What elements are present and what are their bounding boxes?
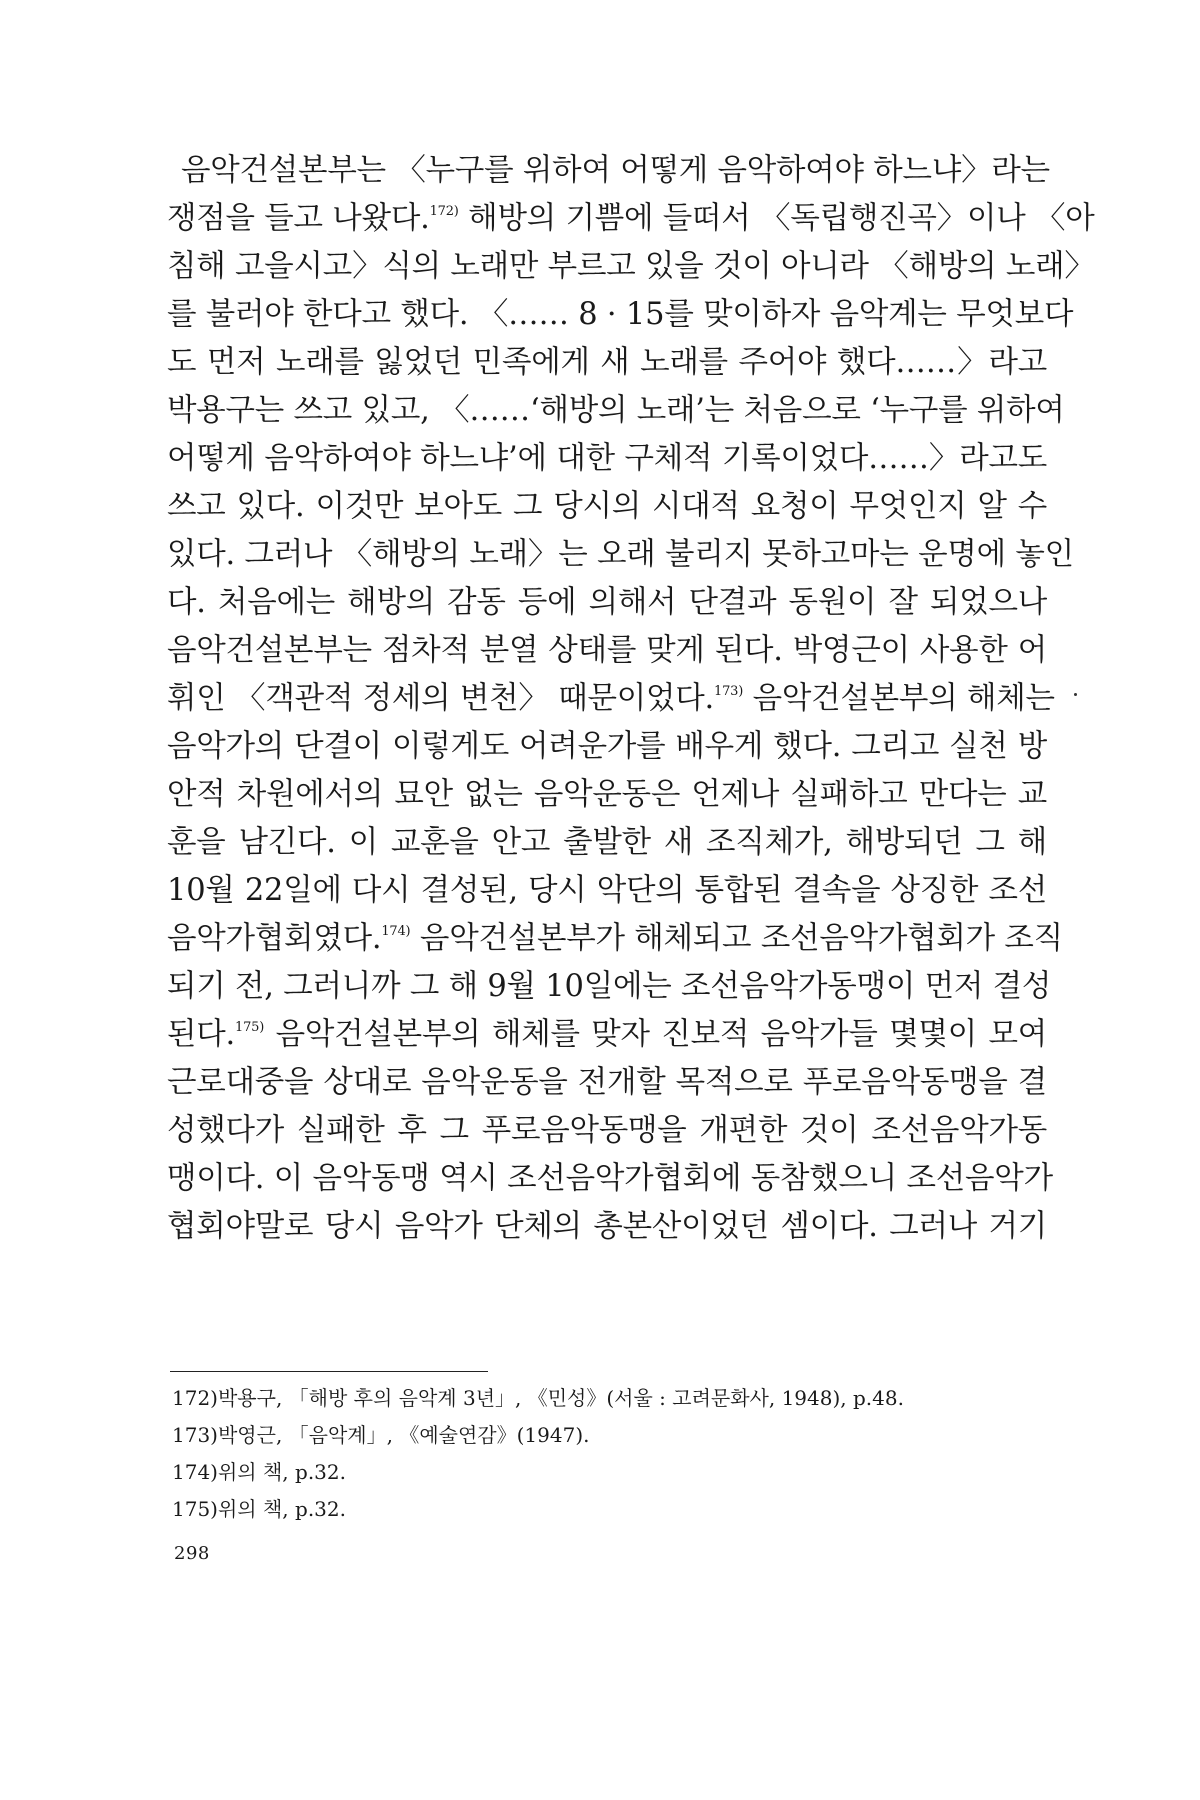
footnote-text: 박영근, 「음악계」, 《예술연감》(1947). [217, 1423, 590, 1447]
text-line: 안적 차원에서의 묘안 없는 음악운동은 언제나 실패하고 만다는 교 [167, 777, 1047, 812]
footnote-173 [172, 1417, 1032, 1454]
text-segment: 음악가협회였다. [167, 921, 382, 956]
text-line [167, 195, 1095, 243]
footnote-divider [170, 1371, 488, 1372]
page-number: 298 [174, 1543, 210, 1564]
footnote-172 [172, 1380, 1032, 1417]
text-line: 다. 처음에는 해방의 감동 등에 의해서 단결과 동원이 잘 되었으나 [167, 585, 1047, 620]
text-line: 음악건설본부는 〈누구를 위하여 어떻게 음악하여야 하느냐〉라는 [181, 153, 1050, 188]
text-line: 있다. 그러나 〈해방의 노래〉는 오래 불리지 못하고마는 운명에 놓인 [167, 537, 1074, 572]
text-line: 쓰고 있다. 이것만 보아도 그 당시의 시대적 요청이 무엇인지 알 수 [167, 489, 1047, 524]
text-segment: 된다. [167, 1017, 236, 1052]
text-line: 어떻게 음악하여야 하느냐’에 대한 구체적 기록이었다……〉라고도 [167, 441, 1047, 476]
footnote-number: 173) [172, 1423, 218, 1447]
text-segment: 쟁점을 들고 나왔다. [167, 201, 430, 236]
text-line: 박용구는 쓰고 있고, 〈……‘해방의 노래’는 처음으로 ‘누구를 위하여 [167, 393, 1065, 428]
footnote-ref-173: 173) [714, 684, 744, 699]
body-paragraph [167, 147, 1095, 1251]
footnote-number: 174) [172, 1460, 218, 1484]
text-segment: 음악건설본부의 해체를 맞자 진보적 음악가들 몇몇이 모여 [264, 1017, 1047, 1052]
text-segment: 음악건설본부가 해체되고 조선음악가협회가 조직 [410, 921, 1063, 956]
footnote-text: 박용구, 「해방 후의 음악계 3년」, 《민성》(서울 : 고려문화사, 1948), p.48. [217, 1386, 904, 1410]
stray-dot-mark [1074, 693, 1077, 696]
text-segment: 음악건설본부의 해체는 [743, 681, 1055, 716]
text-line: 맹이다. 이 음악동맹 역시 조선음악가협회에 동참했으니 조선음악가 [167, 1161, 1053, 1196]
footnotes-section [172, 1380, 1032, 1528]
text-line [167, 915, 1063, 963]
text-line: 성했다가 실패한 후 그 푸로음악동맹을 개편한 것이 조선음악가동 [167, 1113, 1047, 1148]
text-line: 협회야말로 당시 음악가 단체의 총본산이었던 셈이다. 그러나 거기 [167, 1209, 1047, 1244]
text-line: 도 먼저 노래를 잃었던 민족에게 새 노래를 주어야 했다……〉라고 [167, 345, 1047, 380]
footnote-text: 위의 책, p.32. [217, 1460, 346, 1484]
footnote-number: 175) [172, 1497, 218, 1521]
text-line: 침해 고을시고〉식의 노래만 부르고 있을 것이 아니라 〈해방의 노래〉 [167, 249, 1095, 284]
text-line: 10월 22일에 다시 결성된, 당시 악단의 통합된 결속을 상징한 조선 [167, 873, 1047, 908]
text-line: 근로대중을 상대로 음악운동을 전개할 목적으로 푸로음악동맹을 결 [167, 1065, 1047, 1100]
footnote-ref-172: 172) [429, 204, 459, 219]
text-line [167, 675, 1055, 723]
text-line: 훈을 남긴다. 이 교훈을 안고 출발한 새 조직체가, 해방되던 그 해 [167, 825, 1047, 860]
text-segment: 해방의 기쁨에 들떠서 〈독립행진곡〉이나 〈아 [458, 201, 1095, 236]
text-line: 되기 전, 그러니까 그 해 9월 10일에는 조선음악가동맹이 먼저 결성 [167, 969, 1052, 1004]
footnote-number: 172) [172, 1386, 218, 1410]
text-line: 음악건설본부는 점차적 분열 상태를 맞게 된다. 박영근이 사용한 어 [167, 633, 1047, 668]
text-segment: 휘인 〈객관적 정세의 변천〉 때문이었다. [167, 681, 715, 716]
footnote-174 [172, 1454, 1032, 1491]
footnote-ref-175: 175) [235, 1020, 265, 1035]
footnote-ref-174: 174) [381, 924, 411, 939]
text-line: 를 불러야 한다고 했다. 〈…… 8 · 15를 맞이하자 음악계는 무엇보다 [167, 297, 1074, 332]
footnote-text: 위의 책, p.32. [217, 1497, 346, 1521]
text-line: 음악가의 단결이 이렇게도 어려운가를 배우게 했다. 그리고 실천 방 [167, 729, 1047, 764]
text-line [167, 1011, 1047, 1059]
footnote-175 [172, 1491, 1032, 1528]
